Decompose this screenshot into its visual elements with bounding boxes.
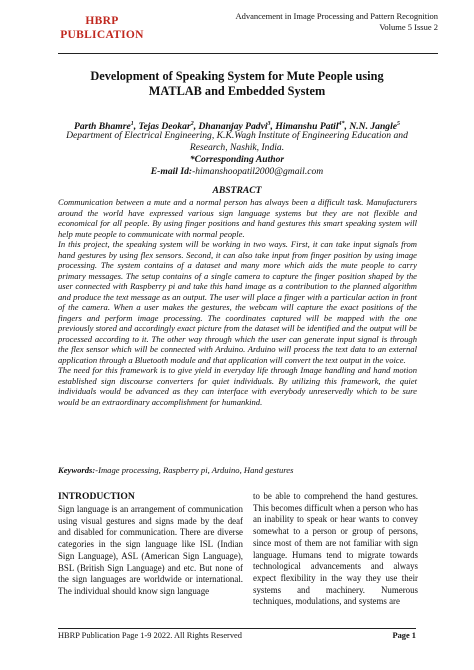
- affiliation-line1: Department of Electrical Engineering, K.K.Wagh Institute of Engineering Education and: [66, 130, 408, 141]
- author-affiliation-mark: 4*: [338, 121, 345, 127]
- author-separator: ,: [344, 121, 350, 133]
- email-address: -himanshoopatil2000@gmail.com: [192, 166, 324, 177]
- volume-issue: Volume 5 Issue 2: [379, 22, 438, 32]
- author-name: Parth Bhamre: [73, 121, 131, 133]
- keywords-text: Image processing, Raspberry pi, Arduino, Hand gestures: [98, 465, 294, 475]
- publisher-logo-line1: HBRP: [85, 15, 119, 27]
- introduction-paragraph: Sign language is an arrangement of communication using visual gestures and signs made by the deaf and disabled for communication. There are diverse categories in the sign language like ISL (Indian Sign Language), ASL (American Sign Language), BSL (British Sign Language) and etc. But none of the sign languages are worldwide or international. The individual should know sign language: [58, 504, 243, 596]
- abstract-paragraph: The need for this framework is to give yield in everyday life through Image handling and hand motion established sign discourse converters for quiet individuals. By utilizing this framework, the quiet individuals would be advanced as they can interface with everybody unreservedly which to be sure would be an extraordinary accomplishment for humankind.: [58, 365, 417, 407]
- journal-name: Advancement in Image Processing and Pattern Recognition: [235, 11, 438, 21]
- abstract-paragraph: In this project, the speaking system will be working in two ways. First, it can take input signals from hand gestures by using flex sensors. Second, it can also take input from finger position by using image processing. The system contains of a dataset and many more which aids the mute people to carry primary messages. The setup contains of a single camera to capture the finger position shaped by the user connected with Raspberry pi and take this hand image as a contribution to the planned algorithm and produce the text message as an output. The user will place a finger with a particular action in front of the camera. When a user makes the gestures, the webcam will capture the exact positions of the fingers and perform image processing. The coordinates captured will be mapped with the one previously stored and accordingly exact picture from the dataset will be identified and the output will be processed according to it. The other way through which the user can generate input signal is through the flex sensor which will be connected with Arduino. Arduino will process the text data to an external application through a Bluetooth module and that application will convert the text output in the voice.: [58, 239, 417, 365]
- footer-copyright: HBRP Publication Page 1-9 2022. All Rights Reserved: [58, 631, 242, 640]
- corresponding-author-label: *Corresponding Author: [189, 154, 285, 165]
- journal-header: [235, 11, 438, 33]
- publisher-logo-line2: PUBLICATION: [60, 29, 144, 41]
- author-name: Himanshu Patil: [275, 121, 339, 133]
- author-separator: ,: [270, 121, 276, 133]
- footer-rule: [58, 628, 416, 629]
- author-separator: ,: [133, 121, 139, 133]
- paper-title-line2: MATLAB and Embedded System: [148, 84, 326, 98]
- introduction-column-right: [253, 491, 418, 608]
- header-rule: [58, 53, 438, 54]
- introduction-heading: INTRODUCTION: [58, 491, 135, 502]
- author-name: N.N. Jangle: [349, 121, 398, 133]
- keywords: [58, 465, 418, 475]
- abstract-heading: ABSTRACT: [212, 185, 262, 196]
- author-affiliation-mark: 3: [267, 121, 271, 127]
- publisher-logo: [60, 14, 144, 42]
- page-number: Page 1: [392, 631, 416, 640]
- author-name: Tejas Deokar: [138, 121, 191, 133]
- introduction-paragraph: to be able to comprehend the hand gestures. This becomes difficult when a person who has an inability to speak or hear wants to convey somewhat to a person or group of persons, since most of them are not familiar with sign language. Humans tend to migrate towards technological advancements and always expect flexibility in the way they use their systems and machinery. Numerous techniques, modulations, and systems are: [253, 491, 418, 607]
- paper-title: [60, 69, 414, 99]
- paper-title-line1: Development of Speaking System for Mute People using: [90, 69, 384, 83]
- introduction-column-left: [58, 504, 243, 598]
- author-affiliation-mark: 2: [190, 121, 194, 127]
- author-separator: ,: [193, 121, 199, 133]
- author-affiliation-mark: 5: [397, 121, 401, 127]
- affiliation: [60, 130, 414, 154]
- abstract-body: [58, 197, 417, 407]
- email-line: [60, 166, 414, 178]
- email-label: E-mail Id:: [150, 166, 193, 177]
- keywords-label: Keywords:-: [58, 465, 99, 475]
- abstract-paragraph: Communication between a mute and a normal person has always been a difficult task. Manufacturers around the world have expressed various sign language systems but they are not flexible and economical for all people. By using finger positions and hand gestures this smart speaking system will help mute people to communicate with normal people.: [58, 197, 417, 239]
- author-affiliation-mark: 1: [130, 121, 134, 127]
- affiliation-line2: Research, Nashik, India.: [189, 142, 285, 153]
- author-name: Dhananjay Padvi: [198, 121, 268, 133]
